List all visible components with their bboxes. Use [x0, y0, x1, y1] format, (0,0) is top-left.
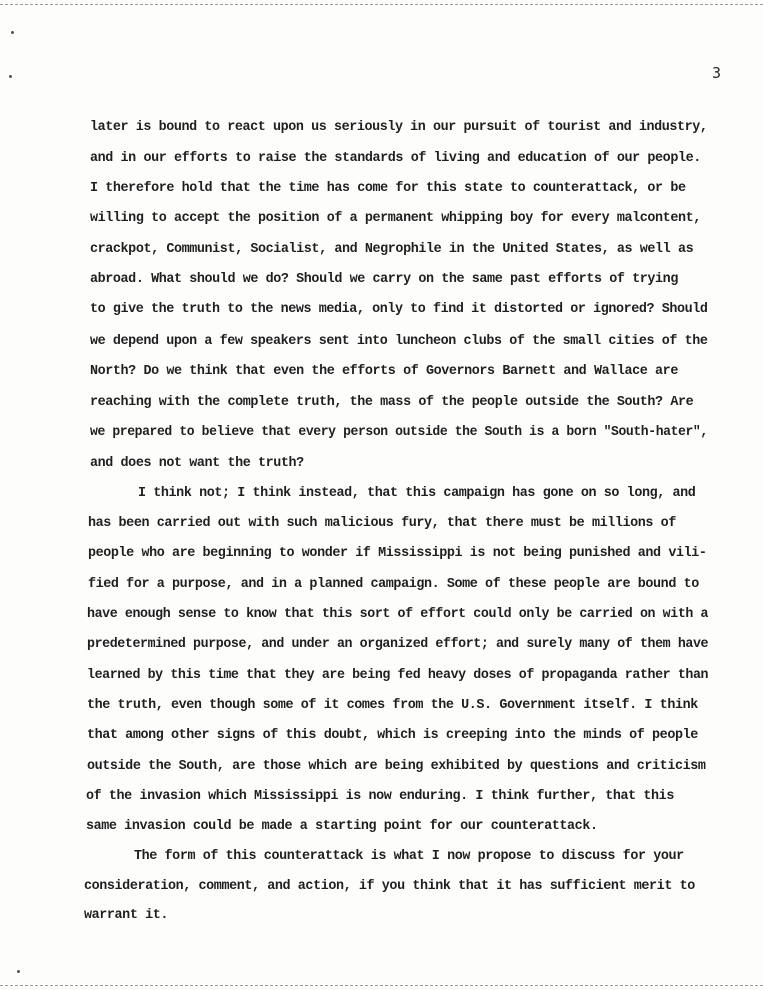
- text-line: to give the truth to the news media, only to find it distorted or ignored? Should: [90, 302, 708, 317]
- text-line: the truth, even though some of it comes from the U.S. Government itself. I think: [87, 698, 698, 713]
- scan-speck: [11, 31, 14, 34]
- text-line: abroad. What should we do? Should we carry on the same past efforts of trying: [90, 272, 678, 287]
- scan-speck: [9, 75, 12, 78]
- text-line: of the invasion which Mississippi is now enduring. I think further, that this: [86, 789, 674, 804]
- text-line: learned by this time that they are being fed heavy doses of propaganda rather than: [87, 668, 709, 683]
- page-number: 3: [712, 64, 722, 82]
- page-top-edge: [0, 4, 763, 5]
- scan-speck: [17, 970, 20, 973]
- page-bottom-edge: [0, 985, 763, 986]
- text-line: crackpot, Communist, Socialist, and Negrophile in the United States, as well as: [90, 242, 694, 257]
- text-line: fied for a purpose, and in a planned campaign. Some of these people are bound to: [88, 577, 699, 592]
- text-line: that among other signs of this doubt, which is creeping into the minds of people: [87, 728, 698, 743]
- text-line: willing to accept the position of a permanent whipping boy for every malcontent,: [90, 211, 701, 226]
- text-line: predetermined purpose, and under an organized effort; and surely many of them have: [87, 637, 709, 652]
- text-line: reaching with the complete truth, the mass of the people outside the South? Are: [90, 395, 694, 410]
- text-line: we depend upon a few speakers sent into luncheon clubs of the small cities of the: [90, 334, 708, 349]
- text-line: outside the South, are those which are being exhibited by questions and criticism: [87, 759, 706, 774]
- text-line: people who are beginning to wonder if Mississippi is not being punished and vili-: [88, 546, 707, 561]
- text-line: we prepared to believe that every person outside the South is a born "South-hater",: [90, 425, 708, 440]
- text-line: The form of this counterattack is what I now propose to discuss for your: [134, 849, 684, 864]
- text-line: have enough sense to know that this sort of effort could only be carried on with a: [87, 607, 709, 622]
- text-line: I therefore hold that the time has come for this state to counterattack, or be: [90, 181, 686, 196]
- text-line: later is bound to react upon us seriously in our pursuit of tourist and industry,: [90, 120, 708, 135]
- text-line: consideration, comment, and action, if you think that it has sufficient merit to: [84, 879, 695, 894]
- text-line: and in our efforts to raise the standards of living and education of our people.: [90, 151, 701, 166]
- text-line: North? Do we think that even the efforts of Governors Barnett and Wallace are: [90, 364, 678, 379]
- text-line: and does not want the truth?: [90, 456, 304, 471]
- text-line: same invasion could be made a starting point for our counterattack.: [86, 819, 598, 834]
- text-line: I think not; I think instead, that this campaign has gone on so long, and: [138, 486, 696, 501]
- text-line: warrant it.: [84, 908, 168, 923]
- text-line: has been carried out with such malicious fury, that there must be millions of: [88, 516, 676, 531]
